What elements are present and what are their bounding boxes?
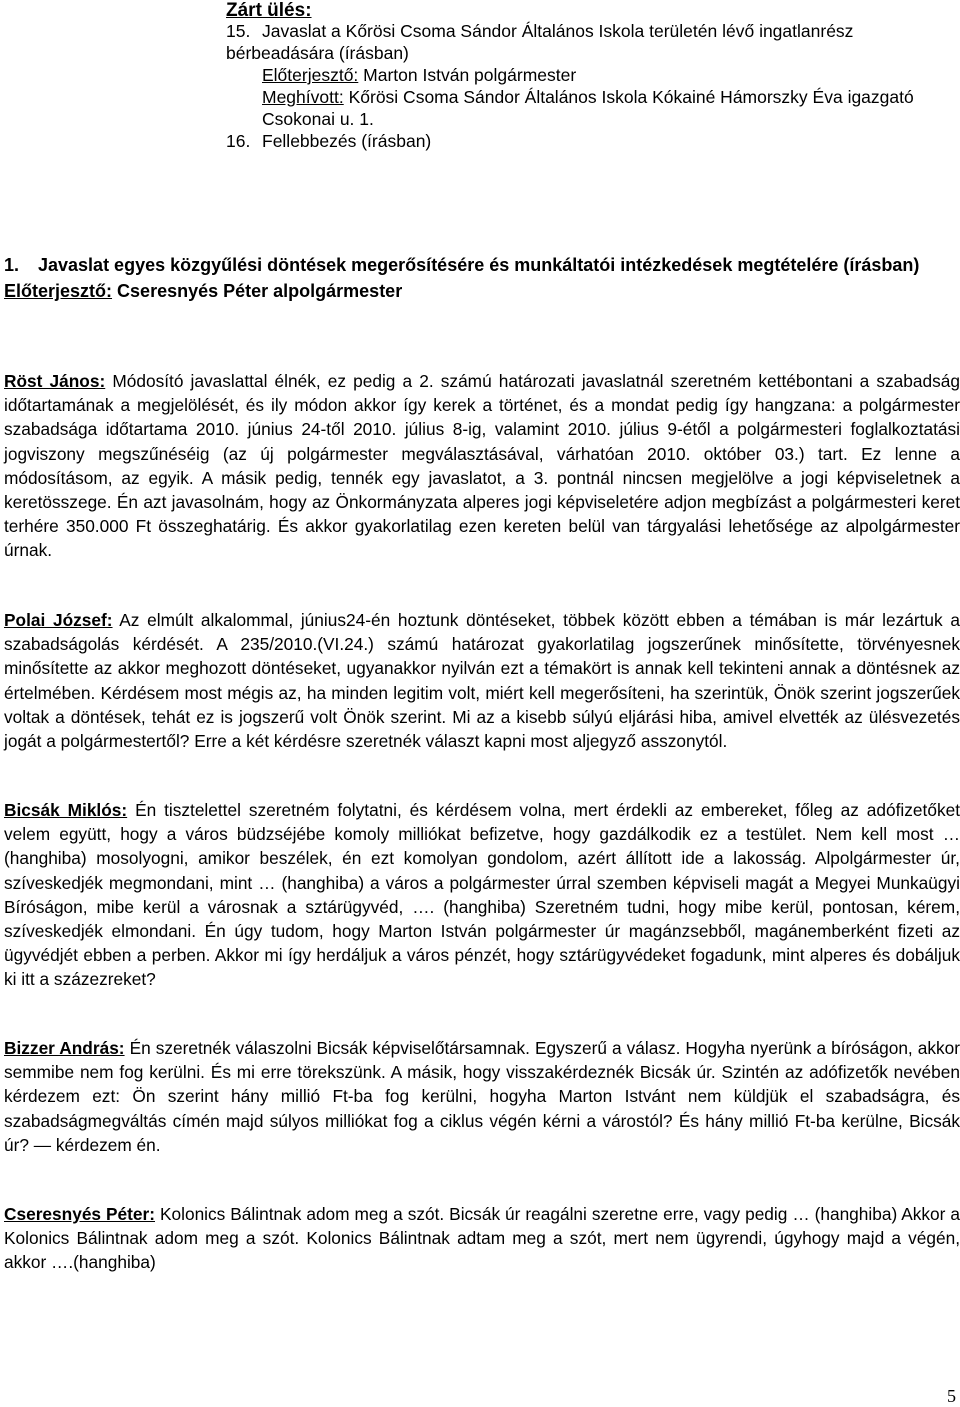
agenda-item-1 xyxy=(4,252,960,304)
speech-text: Én tisztelettel szeretném folytatni, és kérdésem volna, mert érdekli az embereket, főleg az adófizetőket velem együtt, hogy a város büdzséjébe komoly milliókat befizetve, hogy gazdálkodik ez a testület. Nem kell most … (hanghiba) mosolyogni, amikor beszélek, én ezt komolyan gondolom, azért állított ide a lakosság. Alpolgármester úr, szíveskedjék megmondani, mint … (hanghiba) a város a polgármester úrral szemben képviseli magát a Megyei Munkaügyi Bíróságon, mibe kerül a városnak a sztárügyvéd, …. (hanghiba) Szeretném tudni, hogy mibe kerül, pontosan, kérem, szíveskedjék elmondani. Én úgy tudom, hogy Marton István polgármester úr magánzsebből, magánemberként fizeti az ügyvédjét ebben a perben. Akkor mi így herdáljuk a város pénzét, hogy sztárügyvédeket fogadunk, mint alperes és dobáljuk ki itt a százezreket? xyxy=(4,800,960,990)
speech-text: Kolonics Bálintnak adom meg a szót. Bicsák úr reagálni szeretne erre, vagy pedig … (hanghiba) Akkor a Kolonics Bálintnak adom meg a szót. Kolonics Bálintnak adtam meg a szót, mert nem ügyrendi, úgyhogy majd a végén, akkor ….(hanghiba) xyxy=(4,1204,960,1273)
closed-session-heading: Zárt ülés: xyxy=(226,0,312,21)
item-title: Javaslat a Kőrösi Csoma Sándor Általános Iskola területén lévő ingatlanrész bérbeadására (írásban) xyxy=(226,21,854,63)
speech-text: Módosító javaslattal élnék, ez pedig a 2. számú határozati javaslatnál szeretném kettébontani a szabadság időtartamának a megjelölését, és ily módon akkor így kerek a történet, és a mondat pedig így hangzana: a polgármester szabadsága időtartama 2010. június 24-től 2010. július 8-ig, valamint 2010. július 9-étől a polgármesteri foglalkoztatási jogviszony megszűnéséig (az új polgármester megválasztásával, várhatóan 2010. október 03.) tart. Ez lenne a módosításom, az egyik. A másik pedig, tennék egy javaslatot, a 3. pontnál nincsen megjelölve a jogi képviseletnek a keretösszege. Én azt javasolnám, hogy az Önkormányzata alperes jogi képviseletére adjon megbízást a polgármesteri keret terhére 350.000 Ft összeghatárig. És akkor gyakorlatilag ezen kereten belül van tárgyalási lehetősége az alpolgármester úrnak. xyxy=(4,371,960,561)
item-number: 1. xyxy=(4,255,20,275)
speaker-name: Röst János: xyxy=(4,371,106,391)
invited-label: Meghívott: xyxy=(262,87,344,107)
item-number: 16. xyxy=(226,131,251,151)
speech-bizzer xyxy=(4,1036,960,1157)
speech-cseresnyes xyxy=(4,1202,960,1275)
speech-text: Én szeretnék válaszolni Bicsák képviselőtársamnak. Egyszerű a válasz. Hogyha nyerünk a bíróságon, akkor semmibe nem fog kerülni. És mi erre törekszünk. A másik, hogy visszakérdeznék Bicsák úr. Szintén az adófizetők nevében kérdezem ezt: Ön szerint hány millió Ft-ba fog kerülni, hogyha Marton Istvánt nem küldjük el szabadságra, és szabadságmegváltás címén majd súlyos milliókat fog a ciklus végén kérni a várostól? És hány millió Ft-ba kerülne, Bicsák úr? — kérdezem én. xyxy=(4,1038,960,1155)
speaker-name: Bicsák Miklós: xyxy=(4,800,128,820)
presenter-label: Előterjesztő: xyxy=(262,65,359,85)
agenda-item-15 xyxy=(226,20,960,64)
item-title: Fellebbezés (írásban) xyxy=(262,131,432,151)
speech-bicsak xyxy=(4,798,960,992)
invited-name: Kőrösi Csoma Sándor Általános Iskola Kókainé Hámorszky Éva igazgató Csokonai u. 1. xyxy=(262,87,914,129)
speech-text: Az elmúlt alkalommal, június24-én hoztunk döntéseket, többek között ebben a témában is már lezártuk a szabadságolás kérdését. A 235/2010.(VI.24.) számú határozat gyakorlatilag jogszerűnek minősítette, törvényesnek minősítette az akkor meghozott döntéseket, ugyanakkor nyilván ezt a témakört is annak kell tekinteni annak a döntésnek az értelmében. Kérdésem most mégis az, ha minden legitim volt, miért kell megerősíteni, ha szerintük, Önök szerint jogszerűek voltak a döntések, tehát ez is jogszerű volt Önök szerint. Mi az a kisebb súlyú eljárási hiba, amivel elvették az ülésvezetés jogát a polgármestertől? Erre a két kérdésre szeretnék választ kapni most aljegyző asszonytól. xyxy=(4,610,960,752)
item-number: 15. xyxy=(226,21,251,41)
agenda-item-presenter xyxy=(4,278,960,304)
item-title: Javaslat egyes közgyűlési döntések megerősítésére és munkáltatói intézkedések megtételére (írásban) xyxy=(38,255,920,275)
speaker-name: Cseresnyés Péter: xyxy=(4,1204,155,1224)
agenda-item-title xyxy=(4,252,960,278)
presenter-name: Cseresnyés Péter alpolgármester xyxy=(117,281,403,301)
speech-rost xyxy=(4,369,960,563)
presenter-name: Marton István polgármester xyxy=(363,65,577,85)
speaker-name: Bizzer András: xyxy=(4,1038,125,1058)
agenda-item-16 xyxy=(226,130,960,152)
item-15-invited xyxy=(226,86,960,130)
page-number: 5 xyxy=(947,1386,956,1406)
item-15-presenter xyxy=(226,64,960,86)
speech-polai xyxy=(4,608,960,753)
closed-session-agenda xyxy=(226,20,960,152)
speaker-name: Polai József: xyxy=(4,610,113,630)
presenter-label: Előterjesztő: xyxy=(4,281,113,301)
